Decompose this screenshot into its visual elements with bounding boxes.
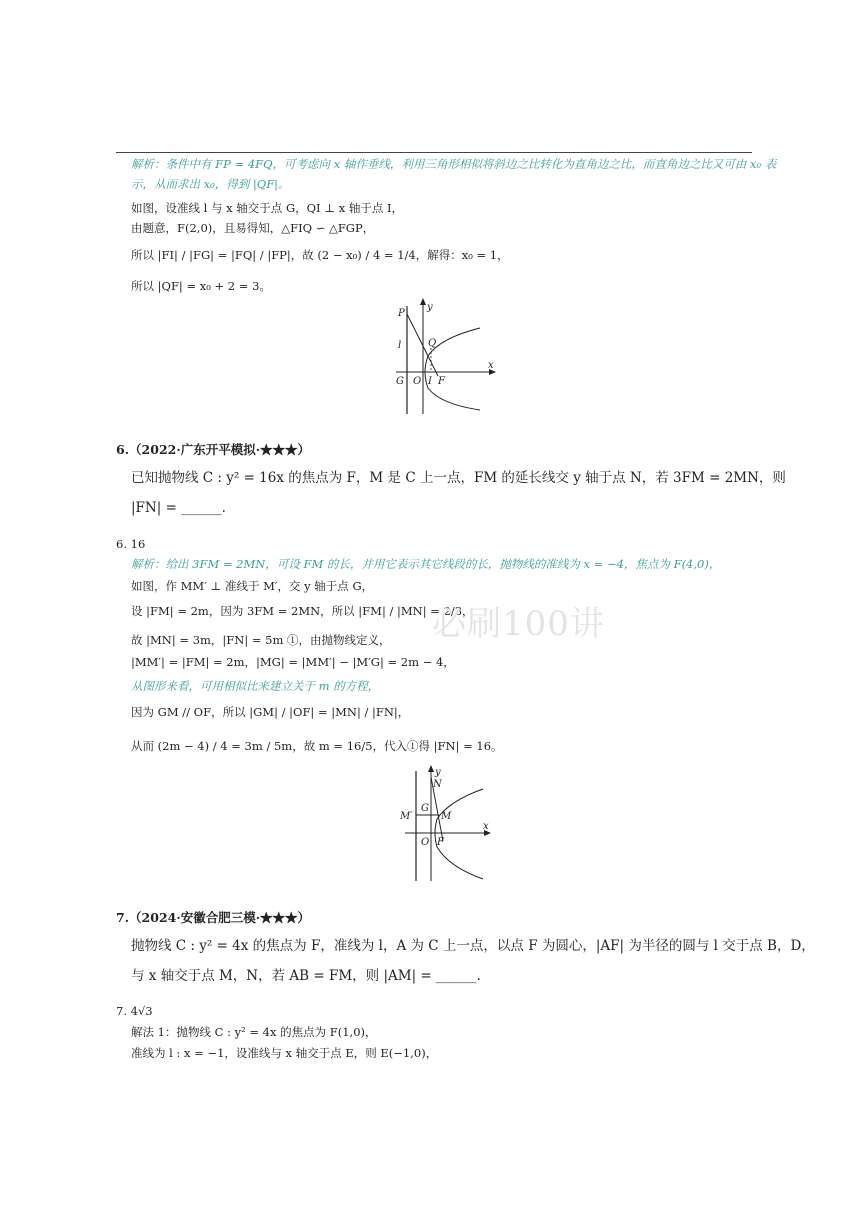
- label-x: x: [483, 821, 489, 832]
- label-i: I: [428, 376, 432, 387]
- parabola-figure-1: [380, 296, 500, 420]
- header-rule: [116, 152, 752, 153]
- label-p: P: [398, 308, 405, 319]
- text-line-q6a: 已知抛物线 C : y² = 16x 的焦点为 F，M 是 C 上一点，FM 的延长线交 y 轴于点 N，若 3FM = 2MN，则: [131, 470, 786, 486]
- text-line-q7a: 抛物线 C : y² = 4x 的焦点为 F，准线为 l，A 为 C 上一点，以点 F 为圆心，|AF| 为半径的圆与 l 交于点 B，D，: [131, 938, 815, 954]
- text-line-l5: 所以 |FI| / |FG| = |FQ| / |FP|，故 (2 − x₀) / 4 = 1/4，解得：x₀ = 1，: [131, 248, 509, 262]
- text-line-l6: 所以 |QF| = x₀ + 2 = 3。: [131, 279, 271, 293]
- label-l: l: [398, 340, 402, 351]
- label-n: N: [433, 779, 442, 790]
- text-line-a7: 7. 4√3: [116, 1004, 153, 1018]
- text-line-a6f: 从图形来看，可用相似比来建立关于 m 的方程，: [131, 679, 380, 693]
- text-line-a6c: 设 |FM| = 2m，因为 3FM = 2MN，所以 |FM| / |MN| = 2/3，: [131, 604, 474, 618]
- label-f: F: [437, 837, 444, 848]
- text-line-l3: 如图，设准线 l 与 x 轴交于点 G，QI ⊥ x 轴于点 I，: [131, 201, 404, 215]
- text-line-l4: 由题意，F(2,0)，且易得知，△FIQ ∽ △FGP，: [131, 221, 375, 235]
- label-y: y: [435, 767, 441, 778]
- watermark: 必刷100讲: [432, 604, 605, 644]
- text-line-a6e: |MM′| = |FM| = 2m，|MG| = |MM′| − |M′G| = 2m − 4，: [131, 655, 455, 669]
- text-line-a6d: 故 |MN| = 3m，|FN| = 5m ①，由抛物线定义，: [131, 633, 391, 647]
- text-line-a6a: 解析：给出 3FM = 2MN，可设 FM 的长，并用它表示其它线段的长，抛物线的准线为 x = −4，焦点为 F(4,0)，: [131, 557, 721, 571]
- label-o: O: [421, 837, 430, 848]
- label-q: Q: [428, 338, 437, 349]
- text-line-a7b: 准线为 l : x = −1，设准线与 x 轴交于点 E，则 E(−1,0)，: [131, 1046, 438, 1060]
- label-g: G: [396, 376, 404, 387]
- text-line-q7b: 与 x 轴交于点 M，N，若 AB = FM，则 |AM| = ______.: [131, 968, 481, 984]
- text-line-q7: 7.（2024·安徽合肥三模·★★★）: [116, 910, 311, 925]
- text-line-l1: 解析：条件中有 FP = 4FQ，可考虑向 x 轴作垂线，利用三角形相似将斜边之比转化为直角边之比，而直角边之比又可由 x₀ 表: [131, 157, 777, 171]
- text-line-l2: 示，从而求出 x₀，得到 |QF|。: [131, 177, 290, 191]
- text-line-a6: 6. 16: [116, 537, 146, 551]
- text-line-a6g: 因为 GM // OF，所以 |GM| / |OF| = |MN| / |FN|，: [131, 705, 410, 719]
- parabola-curve: [435, 789, 483, 879]
- label-m: M: [441, 811, 452, 822]
- label-y: y: [427, 302, 433, 313]
- text-line-a6h: 从而 (2m − 4) / 4 = 3m / 5m，故 m = 16/5，代入①得 |FN| = 16。: [131, 739, 503, 753]
- label-g: G: [421, 803, 429, 814]
- parabola-figure-2: [395, 763, 495, 885]
- label-m-prime: M′: [400, 811, 413, 822]
- text-line-q6: 6.（2022·广东开平模拟·★★★）: [116, 442, 311, 457]
- text-line-a7a: 解法 1：抛物线 C : y² = 4x 的焦点为 F(1,0)，: [131, 1025, 377, 1039]
- label-o: O: [413, 376, 422, 387]
- text-line-a6b: 如图，作 MM′ ⊥ 准线于 M′，交 y 轴于点 G，: [131, 579, 374, 593]
- text-line-q6b: |FN| = ______.: [131, 500, 226, 516]
- label-x: x: [488, 360, 494, 371]
- label-f: F: [438, 376, 445, 387]
